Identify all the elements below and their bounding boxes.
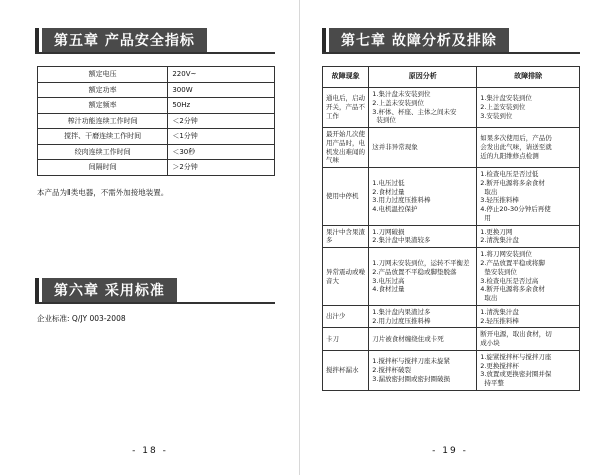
fault-cause-line: 1.集汁盘未安装到位 [372,90,431,98]
chapter7-heading [322,28,509,52]
spec-key: 额定电压 [38,67,168,83]
fault-cause [369,225,477,248]
fault-symptom-line: 果汁中含果渣 [326,227,365,236]
fault-row [323,328,580,351]
page-number-18: - 18 - [132,446,168,456]
chapter6-underline [35,302,275,304]
header-fix: 故障排除 [477,67,580,88]
fault-fix-line: 1.更换刀网 [480,227,513,236]
fault-cause-line: 1.搅拌杯与搅拌刀座未旋紧 [372,357,450,366]
fault-row [323,88,580,128]
chapter7-underline [322,52,580,54]
fault-fix-line: 1.集汁盘安装到位 [480,94,532,103]
spec-row [38,113,275,129]
fault-row [323,305,580,328]
fault-symptom [323,328,369,351]
fault-cause [369,168,477,226]
fault-table-header-row [323,67,580,88]
fault-fix [477,305,580,328]
spec-value: 220V~ [168,67,275,83]
fault-row [323,168,580,226]
fault-symptom [323,88,369,128]
fault-symptom [323,225,369,248]
fault-cause-line: 1.刀网未安装到位，运转不平衡差 [372,259,470,268]
header-cause: 原因分析 [369,67,477,88]
fault-fix-line: 持平整 [480,379,504,388]
fault-cause-line: 3.漏放密封圈或密封圈破损 [372,374,450,383]
heading-bar [35,278,39,302]
spec-key: 绞肉连续工作时间 [38,144,168,160]
fault-fix [477,225,580,248]
fault-fix-line: 1.检查电压是否过低 [480,170,539,179]
fault-symptom-line: 搅拌杯漏水 [326,366,359,375]
fault-cause-line: 2.食材过量 [372,187,405,196]
fault-cause [369,128,477,168]
fault-symptom-line: 卡刀 [326,334,339,343]
spec-row [38,129,275,145]
fault-fix-line: 2.清洗集汁盘 [480,236,519,245]
fault-cause [369,248,477,306]
fault-cause-line: 2.用力过度压推料棒 [372,316,431,325]
fault-symptom-line: 使用中停机 [326,192,359,201]
spec-key: 搅拌、干磨连续工作时间 [38,129,168,145]
fault-symptom-line: 气味 [326,156,339,165]
heading-bar [35,28,39,52]
right-page [300,0,600,475]
chapter6-title: 第六章 采用标准 [42,278,177,302]
fault-cause-line: 2.集汁盘中果渣较多 [372,236,431,245]
fault-symptom [323,128,369,168]
fault-fix-line: 近的九阳维修点检测 [480,151,539,160]
fault-fix [477,328,580,351]
fault-row [323,225,580,248]
chapter5-underline [35,52,275,54]
fault-cause [369,305,477,328]
header-symptom: 故障现象 [323,67,369,88]
fault-symptom-line: 开关，产品不 [326,103,365,112]
spec-key: 额定功率 [38,82,168,98]
fault-symptom-line: 音大 [326,276,339,285]
fault-cause-line: 装到位 [372,116,396,125]
chapter7-title: 第七章 故障分析及排除 [329,28,509,52]
fault-symptom-line: 工作 [326,111,339,120]
fault-cause-line: 刀片被食材缠绕住或卡死 [372,334,444,343]
spec-row [38,160,275,176]
fault-fix-line: 1.清洗集汁盘 [480,307,519,316]
fault-fix-line: 4.停止20-30分钟后再使 [480,205,551,214]
fault-fix [477,350,580,390]
fault-fix-line: 取出 [480,294,498,303]
fault-fix-line: 3.安装到位 [480,111,513,120]
fault-fix-line: 3.放置或更换密封圈并保 [480,370,552,379]
fault-fix-line: 2.轻压推料棒 [480,316,519,325]
fault-cause-line: 4.食材过量 [372,285,405,294]
page-number-19: - 19 - [432,446,468,456]
fault-symptom [323,305,369,328]
fault-symptom-line: 机发出难闻的 [326,147,365,156]
fault-fix [477,128,580,168]
fault-fix-line: 2.断开电源将多余食材 [480,178,545,187]
fault-table [322,66,580,391]
fault-fix-line: 成小块 [480,339,500,348]
fault-fix-line: 3.轻压推料棒 [480,196,519,205]
fault-cause-line: 3.用力过度压推料棒 [372,196,431,205]
spec-row [38,98,275,114]
spec-key: 间隔时间 [38,160,168,176]
fault-fix-line: 4.断开电源将多余食材 [480,285,545,294]
fault-symptom-line: 通电后，启动 [326,94,365,103]
fault-cause-line: 4.电机温控保护 [372,205,418,214]
chapter5-heading [35,28,207,52]
fault-symptom [323,350,369,390]
chapter5-title: 第五章 产品安全指标 [42,28,207,52]
fault-fix-line: 垫安装到位 [480,267,517,276]
chapter6-heading [35,278,177,302]
spec-value: ＞2分钟 [168,160,275,176]
fault-cause-line: 2.搅拌杯破裂 [372,366,411,375]
fault-symptom-line: 出汁少 [326,312,346,321]
fault-fix-line: 1.将刀网安装到位 [480,250,532,259]
fault-fix-line: 会发出此气味，请送至就 [480,143,552,152]
fault-cause-line: 1.集汁盘内果渣过多 [372,307,431,316]
fault-symptom [323,248,369,306]
fault-symptom-line: 用产品时，电 [326,138,365,147]
fault-fix-line: 如果多次使用后，产品仍 [480,134,552,143]
spec-key: 榨汁功能连续工作时间 [38,113,168,129]
fault-fix [477,168,580,226]
fault-fix-line: 2.产品放置平稳或将脚 [480,259,545,268]
spec-table [37,66,275,176]
fault-cause [369,350,477,390]
fault-cause [369,328,477,351]
fault-fix-line: 3.检查电压是否过高 [480,276,539,285]
fault-cause-line: 2.产品放置不平稳或脚垫脱落 [372,267,457,276]
fault-symptom-line: 异常震动或噪 [326,267,365,276]
fault-cause-line: 这并非异常现象 [372,143,418,152]
fault-symptom-line: 多 [326,236,333,245]
spec-value: ＜2分钟 [168,113,275,129]
spec-row [38,82,275,98]
fault-fix [477,88,580,128]
fault-cause-line: 3.杯体、杯座、主体之间未安 [372,107,457,116]
spec-value: 300W [168,82,275,98]
spec-row [38,144,275,160]
fault-cause-line: 1.电压过低 [372,178,405,187]
fault-fix-line: 取出 [480,187,498,196]
fault-row [323,248,580,306]
fault-fix-line: 2.上盖安装到位 [480,103,526,112]
fault-symptom-line: 最开始几次使 [326,130,365,139]
spec-row [38,67,275,83]
standard-text: 企业标准: Q/JY 003-2008 [37,314,126,323]
fault-symptom [323,168,369,226]
fault-cause-line: 3.电压过高 [372,276,405,285]
fault-row [323,350,580,390]
spec-value: ＜1分钟 [168,129,275,145]
spec-key: 额定频率 [38,98,168,114]
fault-cause-line: 1.刀网破损 [372,227,405,236]
fault-fix [477,248,580,306]
fault-fix-line: 断开电源，取出食材，切 [480,330,552,339]
fault-fix-line: 2.更换搅拌杯 [480,361,519,370]
fault-cause-line: 2.上盖未安装到位 [372,98,424,107]
fault-fix-line: 1.旋紧搅拌杯与搅拌刀座 [480,352,552,361]
spec-value: ＜30秒 [168,144,275,160]
spec-value: 50Hz [168,98,275,114]
fault-fix-line: 用 [480,213,491,222]
fault-row [323,128,580,168]
heading-bar [322,28,326,52]
fault-cause [369,88,477,128]
electrical-class-note: 本产品为Ⅱ类电器，不需外加接地装置。 [37,188,169,197]
